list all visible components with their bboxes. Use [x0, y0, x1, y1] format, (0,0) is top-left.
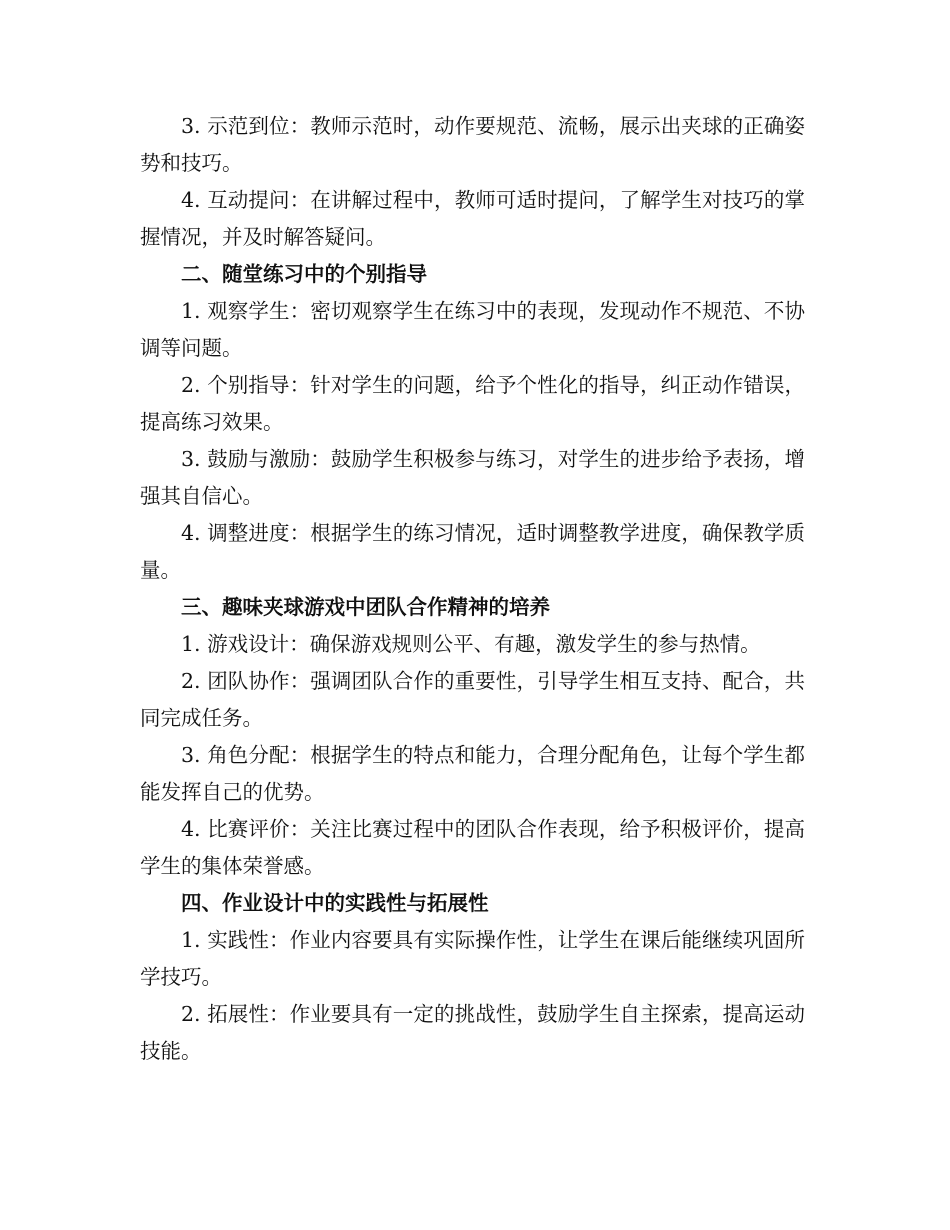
paragraph-adjust-progress: 4. 调整进度：根据学生的练习情况，适时调整教学进度，确保教学质量。	[140, 521, 805, 582]
section-heading-2: 二、随堂练习中的个别指导	[181, 262, 427, 286]
paragraph-role-assignment: 3. 角色分配：根据学生的特点和能力，合理分配角色，让每个学生都能发挥自己的优势。	[140, 743, 805, 804]
paragraph-extensibility: 2. 拓展性：作业要具有一定的挑战性，鼓励学生自主探索，提高运动技能。	[140, 1002, 805, 1063]
document-page	[140, 108, 805, 1070]
paragraph-observe-students: 1. 观察学生：密切观察学生在练习中的表现，发现动作不规范、不协调等问题。	[140, 299, 805, 360]
section-heading-4: 四、作业设计中的实践性与拓展性	[181, 891, 489, 915]
section-heading-3: 三、趣味夹球游戏中团队合作精神的培养	[181, 595, 550, 619]
paragraph-team-collaboration: 2. 团队协作：强调团队合作的重要性，引导学生相互支持、配合，共同完成任务。	[140, 669, 805, 730]
paragraph-practicality: 1. 实践性：作业内容要具有实际操作性，让学生在课后能继续巩固所学技巧。	[140, 928, 805, 989]
paragraph-encouragement: 3. 鼓励与激励：鼓励学生积极参与练习，对学生的进步给予表扬，增强其自信心。	[140, 447, 805, 508]
paragraph-match-evaluation: 4. 比赛评价：关注比赛过程中的团队合作表现，给予积极评价，提高学生的集体荣誉感。	[140, 817, 805, 878]
paragraph-individual-guidance: 2. 个别指导：针对学生的问题，给予个性化的指导，纠正动作错误，提高练习效果。	[140, 373, 805, 434]
paragraph-demonstration: 3. 示范到位：教师示范时，动作要规范、流畅，展示出夹球的正确姿势和技巧。	[140, 114, 805, 175]
paragraph-game-design: 1. 游戏设计：确保游戏规则公平、有趣，激发学生的参与热情。	[181, 632, 761, 656]
paragraph-interactive-questions: 4. 互动提问：在讲解过程中，教师可适时提问，了解学生对技巧的掌握情况，并及时解答疑问。	[140, 188, 805, 249]
